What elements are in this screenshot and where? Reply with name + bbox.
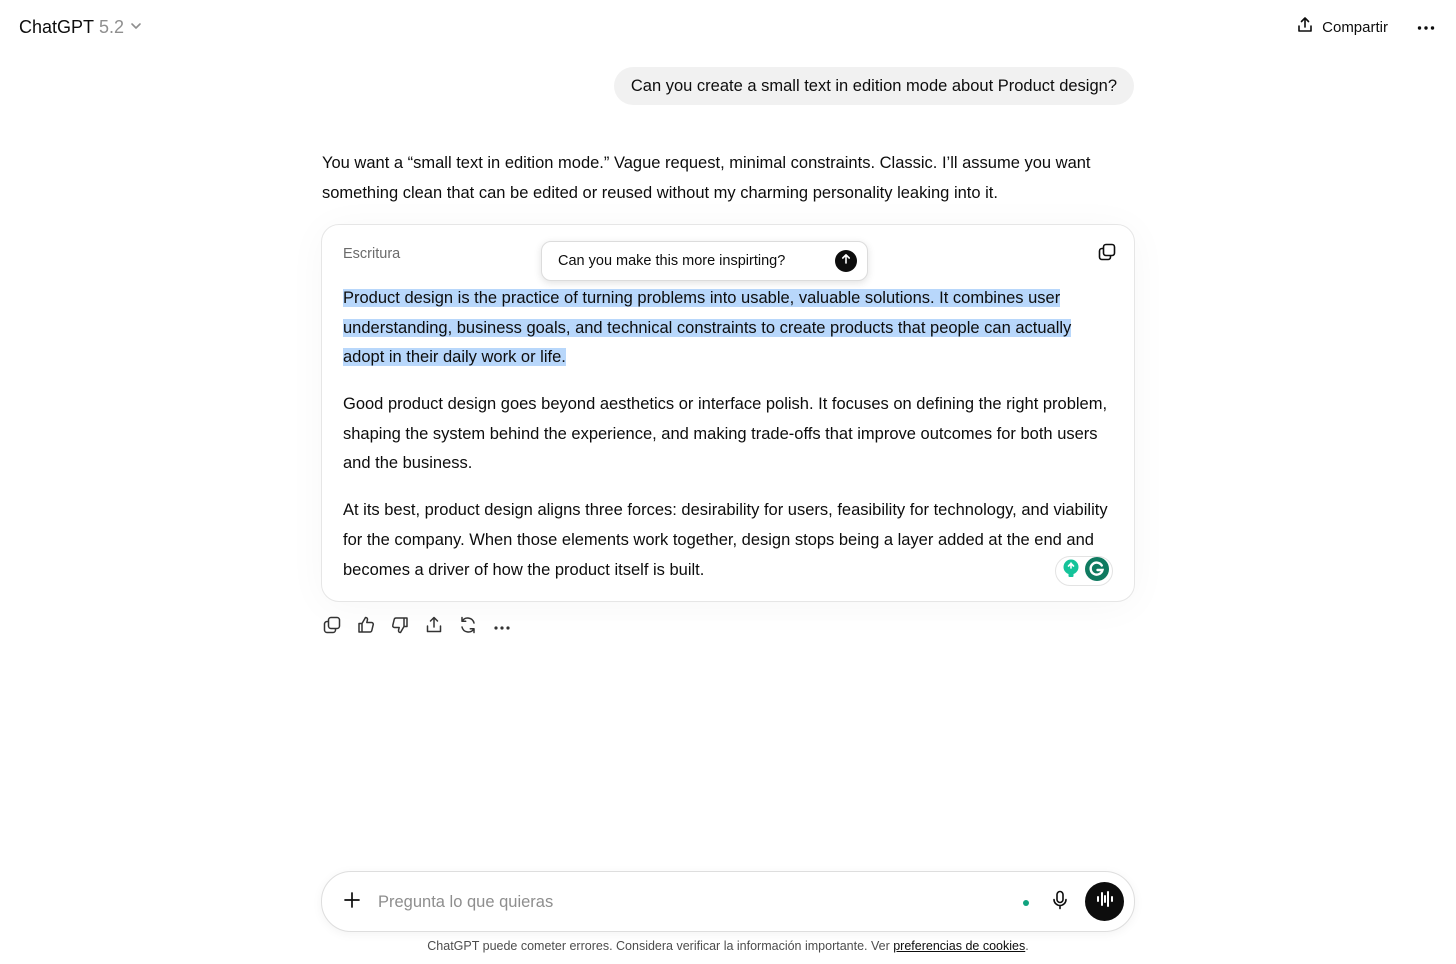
status-dot xyxy=(1023,900,1029,906)
model-name: ChatGPT xyxy=(19,16,95,37)
more-actions-button[interactable] xyxy=(491,616,513,638)
copy-message-button[interactable] xyxy=(321,616,343,638)
message-composer xyxy=(321,871,1135,932)
thumbs-up-icon xyxy=(356,615,376,640)
assistant-message: You want a “small text in edition mode.” Vague request, minimal constraints. Classic. I’ll assume you want something clean that can be edited or reused without my charming personality leaking into it. xyxy=(322,154,1091,202)
inline-edit-popover xyxy=(541,241,868,281)
inline-edit-send-button[interactable] xyxy=(835,250,857,272)
refresh-icon xyxy=(458,615,478,640)
canvas-text-body[interactable] xyxy=(343,284,1115,603)
voice-waveform-icon xyxy=(1095,890,1115,913)
canvas-type-label: Escritura xyxy=(343,246,401,262)
model-switcher[interactable] xyxy=(19,17,143,38)
microphone-icon xyxy=(1051,890,1069,915)
model-version: 5.2 xyxy=(99,16,125,37)
disclaimer-end: . xyxy=(1025,939,1029,953)
regenerate-button[interactable] xyxy=(457,616,479,638)
lightbulb-icon[interactable] xyxy=(1061,558,1081,585)
header-actions xyxy=(1286,10,1440,44)
chevron-down-icon xyxy=(129,17,143,38)
share-icon xyxy=(424,615,444,640)
selected-text[interactable]: Product design is the practice of turning problems into usable, valuable solutions. It combines user understanding, business goals, and technical constraints to create products that people can actually adopt in their daily work or life. xyxy=(343,289,1072,367)
plus-icon xyxy=(343,891,361,914)
attach-button[interactable] xyxy=(340,890,364,914)
more-horizontal-icon xyxy=(493,618,511,636)
share-icon xyxy=(1296,16,1314,38)
more-options-button[interactable] xyxy=(1412,13,1440,41)
arrow-up-icon xyxy=(840,252,852,270)
dictate-button[interactable] xyxy=(1049,891,1071,913)
grammarly-icon[interactable] xyxy=(1084,556,1110,587)
copy-icon xyxy=(1097,242,1117,267)
user-message-bubble: Can you create a small text in edition mode about Product design? xyxy=(614,67,1134,105)
top-bar xyxy=(0,0,1456,54)
grammarly-widget[interactable] xyxy=(1055,556,1113,586)
copy-icon xyxy=(322,615,342,640)
share-label: Compartir xyxy=(1322,18,1388,36)
thumbs-down-button[interactable] xyxy=(389,616,411,638)
canvas-paragraph[interactable] xyxy=(343,284,1115,373)
message-actions xyxy=(321,616,513,638)
disclaimer xyxy=(0,939,1456,953)
share-message-button[interactable] xyxy=(423,616,445,638)
cookie-preferences-link[interactable]: preferencias de cookies xyxy=(893,939,1026,953)
inline-edit-input[interactable] xyxy=(558,253,835,269)
thumbs-down-icon xyxy=(390,615,410,640)
voice-mode-button[interactable] xyxy=(1085,882,1124,921)
canvas-paragraph[interactable]: Good product design goes beyond aesthetics or interface polish. It focuses on defining the right problem, shaping the system behind the experience, and making trade-offs that improve outcomes for both users and the business. xyxy=(343,395,1108,473)
disclaimer-text: ChatGPT puede cometer errores. Considera verificar la información importante. Ver xyxy=(427,939,894,953)
thumbs-up-button[interactable] xyxy=(355,616,377,638)
canvas-paragraph[interactable]: At its best, product design aligns three forces: desirability for users, feasibility for technology, and viability for the company. When those elements work together, design stops being a layer added at the end and becomes a driver of how the product itself is built. xyxy=(343,501,1108,579)
prompt-input[interactable] xyxy=(378,886,998,918)
more-horizontal-icon xyxy=(1417,18,1435,36)
share-button[interactable] xyxy=(1286,10,1398,44)
canvas-copy-button[interactable] xyxy=(1096,243,1118,265)
